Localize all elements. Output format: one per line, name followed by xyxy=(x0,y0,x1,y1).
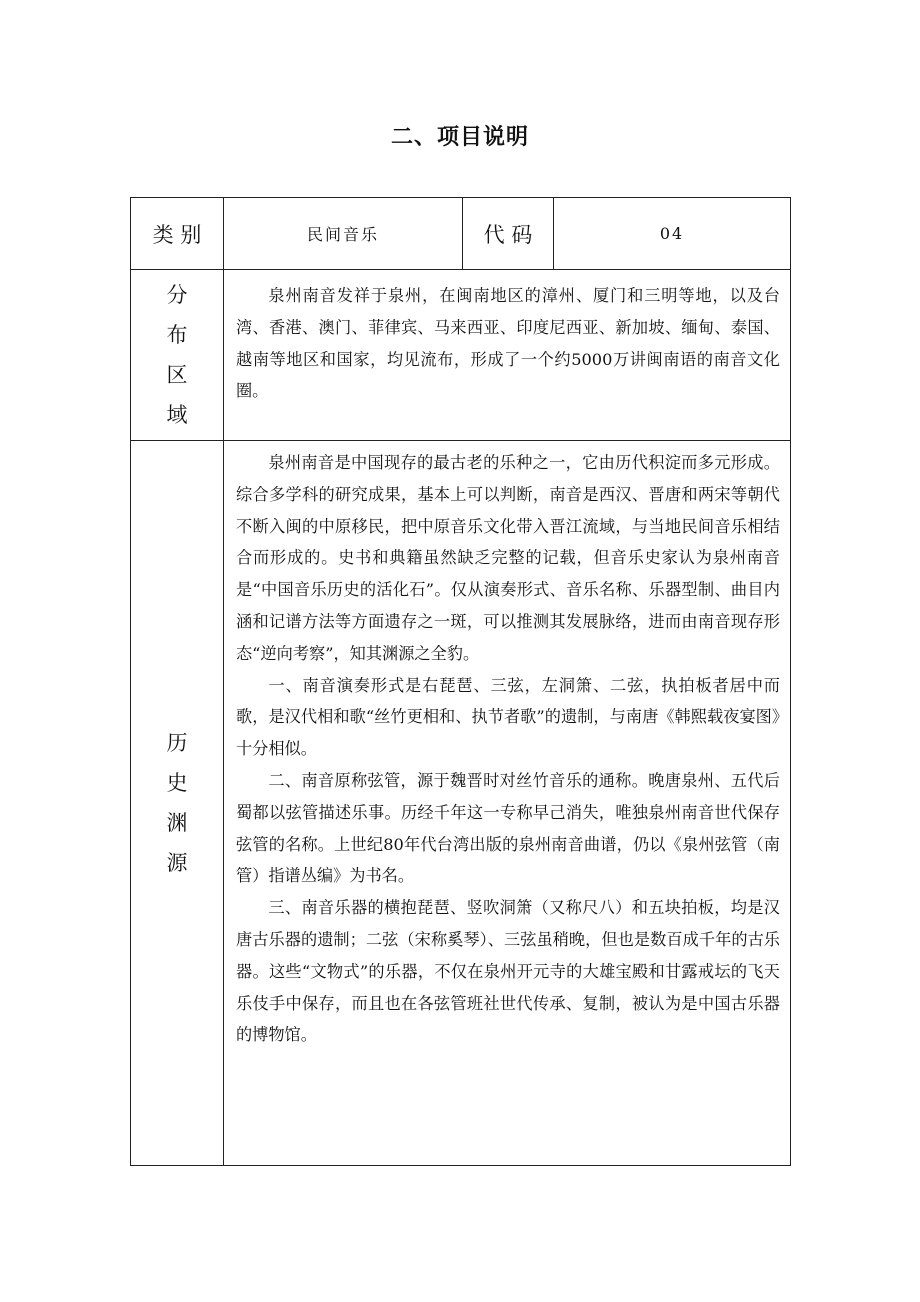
distribution-label-char: 区 xyxy=(166,363,188,387)
distribution-text-cell xyxy=(224,270,791,441)
history-label-char: 历 xyxy=(166,731,188,755)
category-row xyxy=(131,198,791,270)
history-row xyxy=(131,441,791,1166)
history-paragraph: 二、南音原称弦管，源于魏晋时对丝竹音乐的通称。晚唐泉州、五代后蜀都以弦管描述乐事。历经千年这一专称早己消失，唯独泉州南音世代保存弦管的名称。上世纪80年代台湾出版的泉州南音曲谱，仍以《泉州弦管（南管）指谱丛编》为书名。 xyxy=(236,770,780,886)
category-label: 类 别 xyxy=(131,198,224,270)
code-label: 代 码 xyxy=(463,198,554,270)
history-paragraph: 三、南音乐器的横抱琵琶、竖吹洞箫（又称尺八）和五块拍板，均是汉唐古乐器的遗制；二弦（宋称奚琴）、三弦虽稍晚，但也是数百成千年的古乐器。这些“文物式”的乐器，不仅在泉州开元寺的大雄宝殿和甘露戒坛的飞天乐伎手中保存，而且也在各弦管班社世代传承、复制，被认为是中国古乐器的博物馆。 xyxy=(236,898,780,1045)
history-paragraph: 泉州南音是中国现存的最古老的乐种之一，它由历代积淀而多元形成。综合多学科的研究成果，基本上可以判断，南音是西汉、晋唐和两宋等朝代不断入闽的中原移民，把中原音乐文化带入晋江流域，与当地民间音乐相结合而形成的。史书和典籍虽然缺乏完整的记载，但音乐史家认为泉州南音是“中国音乐历史的活化石”。仅从演奏形式、音乐名称、乐器型制、曲目内涵和记谱方法等方面遗存之一斑，可以推测其发展脉络，进而由南音现存形态“逆向考察”，知其渊源之全豹。 xyxy=(236,453,780,663)
category-value: 民间音乐 xyxy=(224,198,463,270)
project-description-table xyxy=(130,197,791,1166)
history-label-char: 史 xyxy=(166,771,188,795)
history-label-char: 源 xyxy=(166,851,188,875)
distribution-label-char: 布 xyxy=(166,323,188,347)
history-label xyxy=(131,441,224,1166)
distribution-label-char: 分 xyxy=(166,283,188,307)
history-label-char: 渊 xyxy=(166,811,188,835)
distribution-row xyxy=(131,270,791,441)
distribution-label xyxy=(131,270,224,441)
distribution-label-char: 域 xyxy=(166,403,188,427)
code-value: 04 xyxy=(554,198,791,270)
page-title: 二、项目说明 xyxy=(390,125,529,150)
history-text-cell xyxy=(224,441,791,1166)
distribution-text: 泉州南音发祥于泉州，在闽南地区的漳州、厦门和三明等地，以及台湾、香港、澳门、菲律宾、马来西亚、印度尼西亚、新加坡、缅甸、泰国、越南等地区和国家，均见流布，形成了一个约5000万讲闽南语的南音文化圈。 xyxy=(236,286,780,401)
history-paragraph: 一、南音演奏形式是右琵琶、三弦，左洞箫、二弦，执拍板者居中而歌，是汉代相和歌“丝竹更相和、执节者歌”的遗制，与南唐《韩熙载夜宴图》十分相似。 xyxy=(236,675,780,759)
